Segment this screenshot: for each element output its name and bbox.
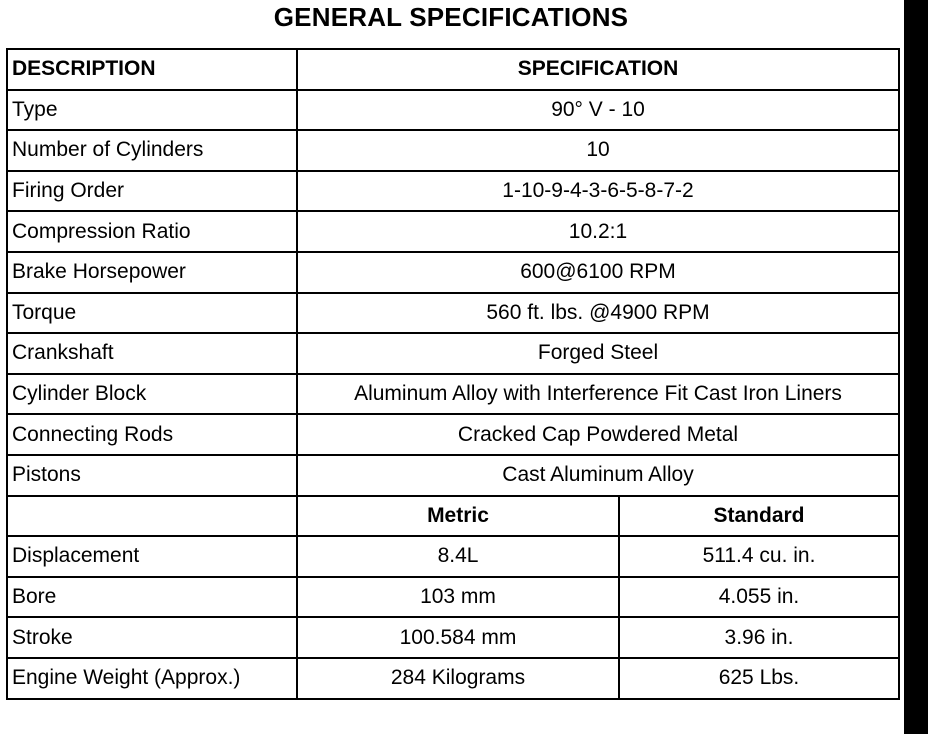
row-label: Firing Order — [7, 171, 297, 212]
row-value: Aluminum Alloy with Interference Fit Cast Iron Liners — [297, 374, 899, 415]
table-row — [7, 536, 899, 577]
row-label: Bore — [7, 577, 297, 618]
row-label: Engine Weight (Approx.) — [7, 658, 297, 699]
row-label: Cylinder Block — [7, 374, 297, 415]
metric-header: Metric — [297, 496, 619, 537]
unit-header-blank — [7, 496, 297, 537]
row-value: 10.2:1 — [297, 211, 899, 252]
table-row — [7, 455, 899, 496]
metric-value: 100.584 mm — [297, 617, 619, 658]
table-row — [7, 211, 899, 252]
specification-header: SPECIFICATION — [297, 49, 899, 90]
table-row — [7, 658, 899, 699]
row-label: Type — [7, 90, 297, 131]
row-label: Connecting Rods — [7, 414, 297, 455]
standard-value: 625 Lbs. — [619, 658, 899, 699]
row-label: Displacement — [7, 536, 297, 577]
table-row — [7, 130, 899, 171]
table-row — [7, 617, 899, 658]
table-row — [7, 171, 899, 212]
table-row — [7, 293, 899, 334]
page-title: GENERAL SPECIFICATIONS — [273, 2, 629, 32]
row-label: Compression Ratio — [7, 211, 297, 252]
standard-value: 511.4 cu. in. — [619, 536, 899, 577]
metric-value: 8.4L — [297, 536, 619, 577]
table-row — [7, 333, 899, 374]
description-header: DESCRIPTION — [7, 49, 297, 90]
row-label: Crankshaft — [7, 333, 297, 374]
row-value: Forged Steel — [297, 333, 899, 374]
standard-value: 3.96 in. — [619, 617, 899, 658]
table-row — [7, 577, 899, 618]
metric-value: 284 Kilograms — [297, 658, 619, 699]
table-header-row — [7, 49, 899, 90]
unit-header-row — [7, 496, 899, 537]
table-row — [7, 90, 899, 131]
row-value: Cracked Cap Powdered Metal — [297, 414, 899, 455]
specifications-table — [6, 48, 900, 700]
row-label: Brake Horsepower — [7, 252, 297, 293]
right-edge-bar — [904, 0, 928, 734]
table-row — [7, 374, 899, 415]
metric-value: 103 mm — [297, 577, 619, 618]
row-value: Cast Aluminum Alloy — [297, 455, 899, 496]
row-value: 1-10-9-4-3-6-5-8-7-2 — [297, 171, 899, 212]
row-label: Number of Cylinders — [7, 130, 297, 171]
row-label: Stroke — [7, 617, 297, 658]
table-row — [7, 252, 899, 293]
row-label: Pistons — [7, 455, 297, 496]
table-row — [7, 414, 899, 455]
row-label: Torque — [7, 293, 297, 334]
row-value: 10 — [297, 130, 899, 171]
standard-value: 4.055 in. — [619, 577, 899, 618]
row-value: 600@6100 RPM — [297, 252, 899, 293]
row-value: 560 ft. lbs. @4900 RPM — [297, 293, 899, 334]
standard-header: Standard — [619, 496, 899, 537]
row-value: 90° V - 10 — [297, 90, 899, 131]
